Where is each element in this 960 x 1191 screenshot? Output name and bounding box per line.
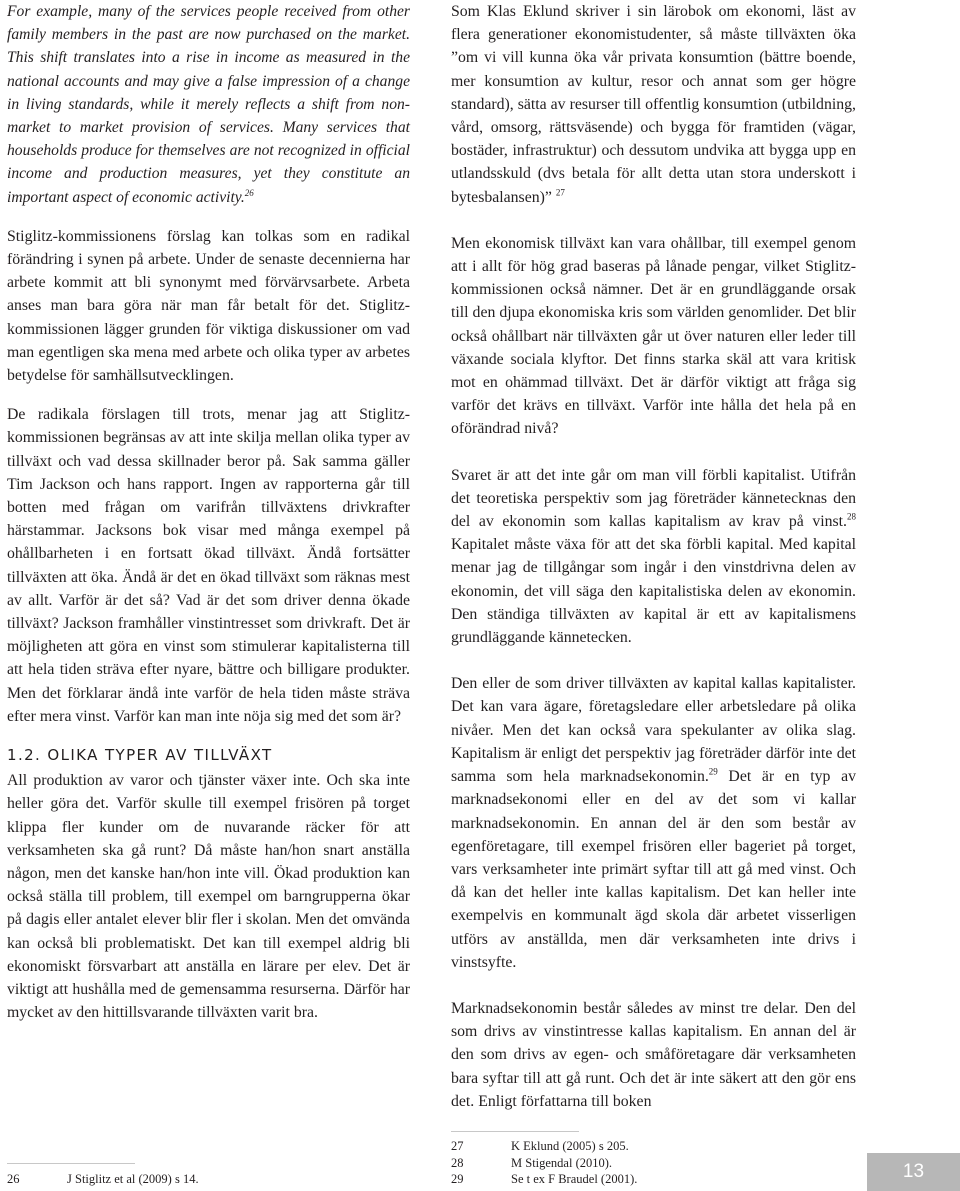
footnote-rule	[7, 1163, 135, 1164]
paragraph: Stiglitz-kommissionens förslag kan tolkas som en radikal förändring i synen på arbete. Under de senaste decennierna har arbete kommit att bli synonymt med förvärvsarbete. Arbeta anses man bara göra när man får betalt för det. Stiglitz-kommissionen lägger grunden för viktiga diskussioner om vad man egentligen ska mena med arbete och olika typer av arbetes betydelse för samhällsutvecklingen.	[7, 227, 410, 385]
footnote-number: 26	[7, 1172, 20, 1186]
paragraph	[451, 672, 856, 974]
paragraph: Men ekonomisk tillväxt kan vara ohållbar, till exempel genom att i allt för hög grad baseras på lånade pengar, vilket Stiglitz-kommissionen också nämner. Det är en grundläggande orsak till den djupa ekonomiska kris som världen genomlider. Det blir också ohållbart när tillväxten går ut över naturen eller leder till växande sociala klyftor. Det finns starka skäl att vara kritisk mot en ohämmad tillväxt. Det är därför viktigt att fråga sig varför det krävs en tillväxt. Varför inte hålla det hela på en oförändrad nivå?	[451, 234, 856, 438]
footnote-27	[451, 1138, 629, 1154]
footnote-28	[451, 1155, 612, 1171]
footnote-text: M Stigendal (2010).	[511, 1156, 613, 1170]
page-number: 13	[867, 1153, 960, 1191]
section-heading: 1.2. OLIKA TYPER AV TILLVÄXT	[7, 746, 273, 765]
paragraph: All produktion av varor och tjänster växer inte. Och ska inte heller göra det. Varför skulle till exempel frisören på torget klippa fler kunder om de nuvarande räcker för att verksamheten ska gå runt? Då måste han/hon snart anställa någon, men det kanske han/hon inte vill. Ökad produktion kan också ställa till problem, till exempel om barngrupperna ökar på dagis eller antalet elever blir fler i skolan. Men det omvända kan också bli problematiskt. Det kan till exempel aldrig bli ekonomiskt försvarbart att anställa en lärare per elev. Det är viktigt att hushålla med de gemensamma resurserna. Därför har mycket av den hittillsvarande tillväxten varit bra.	[7, 772, 410, 1022]
paragraph	[451, 0, 856, 209]
footnote-text: J Stiglitz et al (2009) s 14.	[67, 1172, 199, 1186]
footnote-29	[451, 1171, 637, 1187]
footnote-ref-27[interactable]: 27	[555, 187, 565, 198]
paragraph-text: Som Klas Eklund skriver i sin lärobok om ekonomi, läst av flera generationer ekonomistudenter, så måste tillväxten öka ”om vi vill kunna öka vår privata konsumtion (bättre boende, mer konsumtion av kultur, resor och annat som ger högre standard), sätta av resurser till offentlig konsumtion (utbildning, vård, omsorg, rättsväsende) och bygga för framtiden (vägar, bostäder, infrastruktur) och dessutom undvika att bygga upp en utlandsskuld (dvs betala för allt detta utan stora underskott i bytesbalansen)”	[451, 3, 856, 206]
footnote-rule	[451, 1131, 579, 1132]
paragraph: Marknadsekonomin består således av minst tre delar. Den del som drivs av vinstintresse kallas kapitalism. En annan del är den som drivs av egen- och småföretagare där verksamheten bara syftar till att gå runt. Och det är inte säkert att den gör ens det. Enligt författarna till boken	[451, 999, 856, 1110]
footnote-ref-28[interactable]: 28	[847, 511, 856, 522]
left-column	[7, 0, 410, 1024]
footnote-ref-26[interactable]: 26	[244, 187, 254, 198]
footnote-text: K Eklund (2005) s 205.	[511, 1139, 629, 1153]
paragraph-text: Det är en typ av marknadsekonomi eller en del av det som vi kallar marknadsekonomin. En annan del är den som består av egenföretagare, till exempel frisören eller bageriet på torget, vars verksamheter inte primärt syftar till att gå med vinst. Och då kan det heller inte kallas kapitalism. Det kan heller inte exempelvis en kommunalt ägd skola där arbetet visserligen utförs av anställda, men där verksamheten inte drivs i vinstsyfte.	[451, 768, 856, 971]
paragraph-text: Svaret är att det inte går om man vill förbli kapitalist. Utifrån det teoretiska perspektiv som jag företräder kännetecknas den del av ekonomin som kallas kapitalism av krav på vinst.	[451, 466, 856, 531]
paragraph	[451, 464, 856, 650]
quote-text: For example, many of the services people received from other family members in the past are now purchased on the market. This shift translates into a rise in income as measured in the national accounts and may give a false impression of a change in living standards, while it merely reflects a shift from non-market to market provision of services. Many services that households produce for themselves are not recognized in official income and production measures, yet they constitute an important aspect of economic activity.	[7, 3, 410, 206]
footnote-number: 28	[451, 1156, 464, 1170]
footnote-ref-29[interactable]: 29	[708, 766, 718, 777]
paragraph: De radikala förslagen till trots, menar jag att Stiglitz-kommissionen begränsas av att inte skilja mellan olika typer av tillväxt och vad dessa skillnader beror på. Sak samma gäller Tim Jackson och hans rapport. Ingen av rapporterna går till botten med frågan om varifrån tillväxtens drivkrafter härstammar. Jacksons bok visar med många exempel på ohållbarheten i en fortsatt ökad tillväxt. Ändå fortsätter tillväxten att öka. Ändå är det en ökad tillväxt som räknas mest av allt. Varför är det så? Vad är det som driver denna ökade tillväxt? Jackson framhåller vinstintresset som drivkraft. Det är möjligheten att göra en vinst som stimulerar kapitalisterna till att hela tiden sträva efter nyare, bättre och billigare produkter. Men det förklarar ändå inte varför de hela tiden måste sträva efter mera vinst. Varför kan man inte nöja sig med det som är?	[7, 406, 410, 725]
footnote-number: 27	[451, 1139, 464, 1153]
footnote-text: Se t ex F Braudel (2001).	[511, 1172, 638, 1186]
footnote-26	[7, 1171, 199, 1187]
block-quote	[7, 0, 410, 209]
paragraph-text: Den eller de som driver tillväxten av kapital kallas kapitalister. Det kan vara ägare, företagsledare eller arbetsledare på olika nivåer. Men det kan också vara spekulanter av olika slag. Kapitalism är enligt det perspektiv jag företräder därför inte det samma som hela marknadsekonomin.	[451, 675, 856, 786]
right-column	[451, 0, 856, 1113]
footnote-number: 29	[451, 1172, 464, 1186]
paragraph-text: Kapitalet måste växa för att det ska förbli kapital. Med kapital menar jag de tillgångar som ingår i den vinstdrivna delen av ekonomin, det vill säga den kapitalistiska delen av ekonomin. Den ständiga tillväxten av kapital är ett av kapitalismens grundläggande kännetecken.	[451, 536, 856, 647]
